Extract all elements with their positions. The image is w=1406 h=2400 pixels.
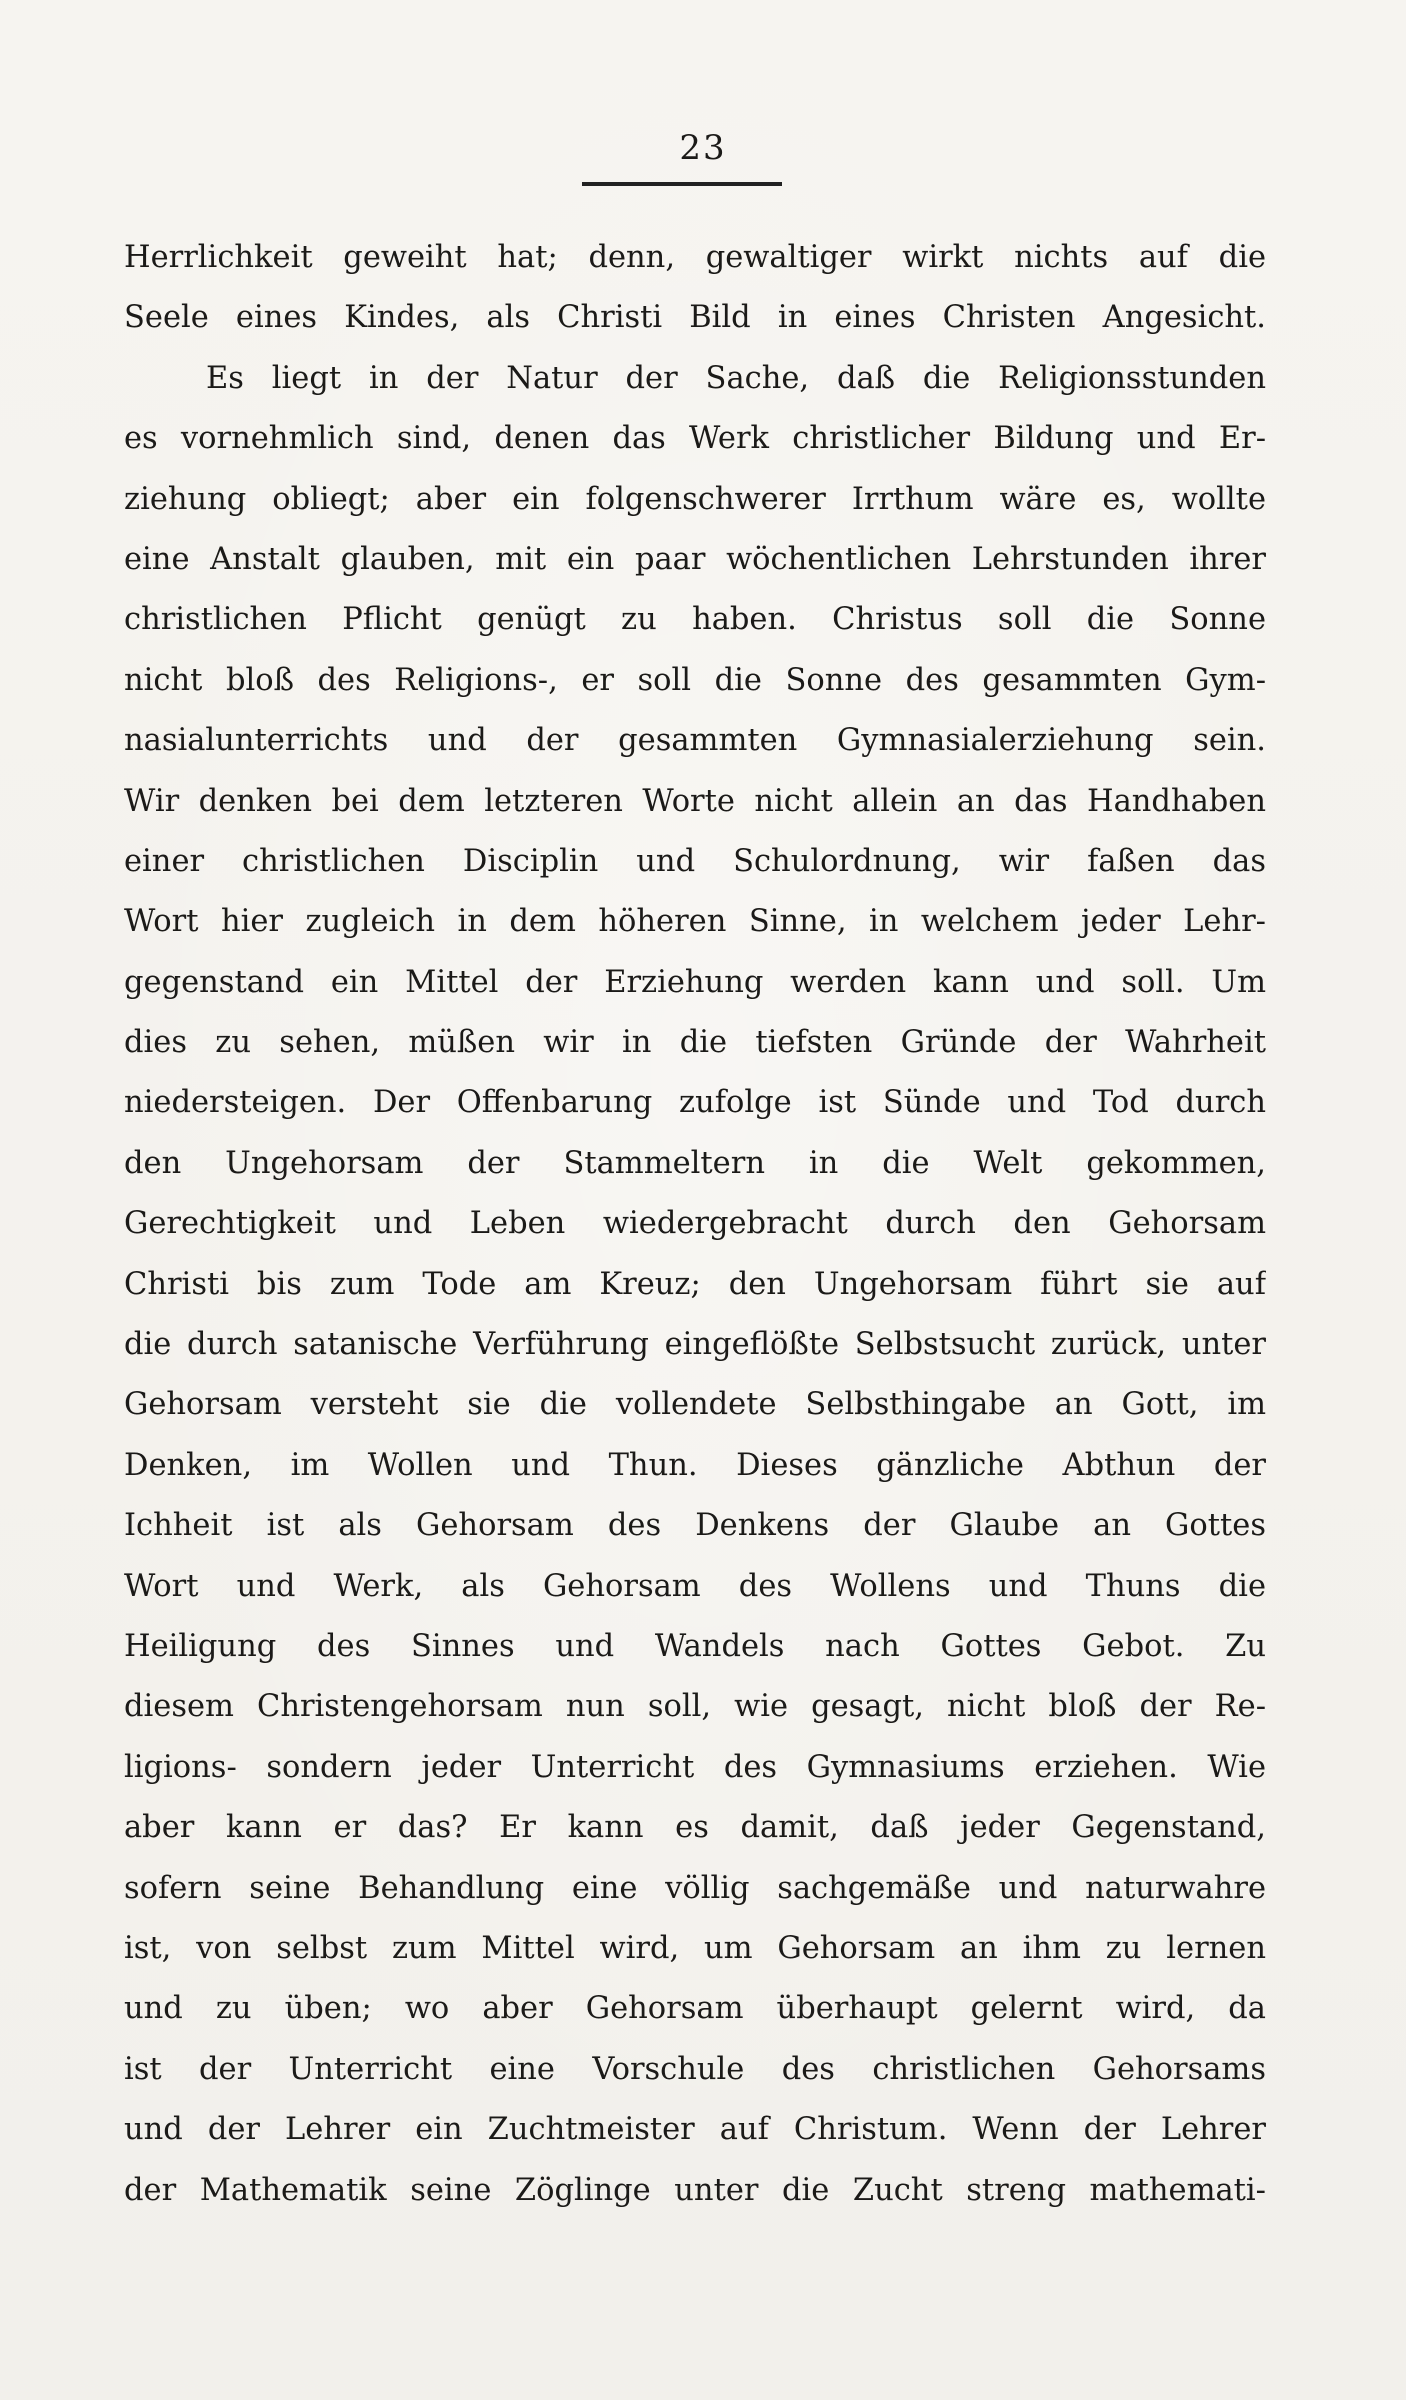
header-rule [582, 182, 782, 186]
text-line: Es liegt in der Natur der Sache, daß die Religionsstunden [206, 360, 1266, 396]
text-line: Gehorsam versteht sie die vollendete Selbsthingabe an Gott, im [124, 1387, 1266, 1423]
text-line: Wort und Werk, als Gehorsam des Wollens und Thuns die [124, 1568, 1266, 1604]
text-line: Seele eines Kindes, als Christi Bild in eines Christen Angesicht. [124, 300, 1266, 336]
text-line: der Mathematik seine Zöglinge unter die Zucht streng mathemati- [124, 2172, 1266, 2208]
text-line: Heiligung des Sinnes und Wandels nach Gottes Gebot. Zu [124, 1628, 1266, 1664]
text-line: Ichheit ist als Gehorsam des Denkens der Glaube an Gottes [124, 1508, 1266, 1544]
text-line: gegenstand ein Mittel der Erziehung werden kann und soll. Um [124, 964, 1266, 1000]
text-line: Christi bis zum Tode am Kreuz; den Ungehorsam führt sie auf [124, 1266, 1266, 1302]
text-line: den Ungehorsam der Stammeltern in die Welt gekommen, [124, 1145, 1266, 1181]
text-line: christlichen Pflicht genügt zu haben. Christus soll die Sonne [124, 602, 1266, 638]
text-line: einer christlichen Disciplin und Schulordnung, wir faßen das [124, 843, 1266, 879]
body-text [124, 228, 1266, 2221]
text-line: es vornehmlich sind, denen das Werk christlicher Bildung und Er- [124, 421, 1266, 457]
text-line: und der Lehrer ein Zuchtmeister auf Christum. Wenn der Lehrer [124, 2112, 1266, 2148]
page-number: 23 [679, 128, 727, 168]
text-line: sofern seine Behandlung eine völlig sachgemäße und naturwahre [124, 1870, 1266, 1906]
text-line: aber kann er das? Er kann es damit, daß jeder Gegenstand, [124, 1810, 1266, 1846]
text-line: ligions- sondern jeder Unterricht des Gymnasiums erziehen. Wie [124, 1749, 1266, 1785]
text-line: ziehung obliegt; aber ein folgenschwerer Irrthum wäre es, wollte [124, 481, 1266, 517]
text-line: ist der Unterricht eine Vorschule des christlichen Gehorsams [124, 2051, 1266, 2087]
text-line: Herrlichkeit geweiht hat; denn, gewaltiger wirkt nichts auf die [124, 240, 1266, 275]
text-line: Denken, im Wollen und Thun. Dieses gänzliche Abthun der [124, 1447, 1266, 1483]
text-line: nicht bloß des Religions-, er soll die Sonne des gesammten Gym- [124, 662, 1266, 698]
text-line: die durch satanische Verführung eingeflößte Selbstsucht zurück, unter [124, 1327, 1266, 1363]
text-line: Wir denken bei dem letzteren Worte nicht allein an das Handhaben [124, 783, 1266, 819]
text-line: Gerechtigkeit und Leben wiedergebracht durch den Gehorsam [124, 1206, 1266, 1242]
text-line: ist, von selbst zum Mittel wird, um Gehorsam an ihm zu lernen [124, 1930, 1266, 1966]
text-line: und zu üben; wo aber Gehorsam überhaupt gelernt wird, da [124, 1991, 1266, 2027]
text-line: diesem Christengehorsam nun soll, wie gesagt, nicht bloß der Re- [124, 1689, 1266, 1725]
text-line: nasialunterrichts und der gesammten Gymnasialerziehung sein. [124, 723, 1266, 759]
text-line: eine Anstalt glauben, mit ein paar wöchentlichen Lehrstunden ihrer [124, 541, 1266, 577]
text-line: Wort hier zugleich in dem höheren Sinne, in welchem jeder Lehr- [124, 904, 1266, 940]
text-line: dies zu sehen, müßen wir in die tiefsten Gründe der Wahrheit [124, 1025, 1266, 1061]
text-line: niedersteigen. Der Offenbarung zufolge ist Sünde und Tod durch [124, 1085, 1266, 1121]
